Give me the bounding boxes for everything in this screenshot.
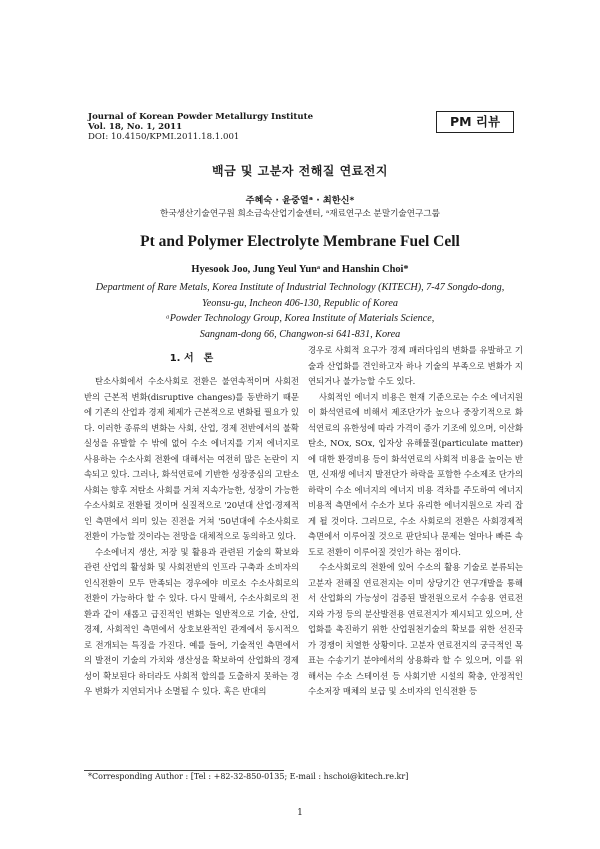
affiliation-line: Yeonsu-gu, Incheon 406-130, Republic of Korea [202,297,398,309]
body-column-left [84,374,299,700]
affiliation-english [0,280,600,342]
paragraph: 탄소사회에서 수소사회로 전환은 불연속적이며 사회전반의 근본적 변화(disruptive changes)를 동반하기 때문에 기존의 산업과 경제 체제가 근본적으로 변화될 필요가 있다. 이러한 종류의 변화는 사회, 산업, 경제 전반에서의 불확실성을 유발할 수 밖에 없어 수소 에너지를 기저 에너지로 사용하는 수소사회 전환에 대해서는 여전히 많은 논란이 지속되고 있다. 그러나, 화석연료에 기반한 성장중심의 고탄소 사회는 향후 저탄소 사회를 거쳐 지속가능한, 성장이 가능한 수소사회로 전환될 것이며 실질적으로 '20년대 산업·경제적인 측면에서 의미 있는 진전을 거쳐 '50년대에 수소사회로 전환이 가능할 것이라는 전망을 대체적으로 동의하고 있다. [84,376,299,541]
footnote-rule [84,770,284,771]
affiliation-line: Department of Rare Metals, Korea Institute of Industrial Technology (KITECH), 7-47 Songdo-dong, [95,282,505,293]
title-korean: 백금 및 고분자 전해질 연료전지 [212,164,388,178]
body-column-right [308,343,523,700]
title-english: Pt and Polymer Electrolyte Membrane Fuel Cell [140,233,460,250]
section-heading: 1. 서 론 [169,353,214,364]
journal-volume: Vol. 18, No. 1, 2011 [88,121,183,132]
paragraph: 경우로 사회적 요구가 경제 패러다임의 변화를 유발하고 기술과 산업화를 견인하고자 하나 기술의 부족으로 변화가 지연되거나 불가능할 수도 있다. [308,345,523,386]
review-badge: PM 리뷰 [436,111,514,133]
journal-header [88,113,313,142]
authors-english: Hyesook Joo, Jung Yeul Yunᵃ and Hanshin Choi* [191,264,409,275]
page-number: 1 [297,808,303,818]
journal-title: Journal of Korean Powder Metallurgy Institute [88,112,314,122]
corresponding-author-footnote: *Corresponding Author : [Tel : +82-32-850-0135; E-mail : hschoi@kitech.re.kr] [88,772,409,781]
affiliation-line: ᵃPowder Technology Group, Korea Institute of Materials Science, [165,313,435,324]
affiliation-line: Sangnam-dong 66, Changwon-si 641-831, Korea [199,328,401,340]
paragraph: 수소사회로의 전환에 있어 수소의 활용 기술로 분류되는 고분자 전해질 연료전지는 이미 상당기간 연구개발을 통해서 산업화의 가능성이 검증된 발전원으로서 수송용 연료전지와 가정 등의 분산발전용 연료전지가 제시되고 있으며, 산업화를 촉진하기 위한 산업원천기술의 확보를 위한 선진국가 경쟁이 치열한 상황이다. 고분자 연료전지의 궁극적인 목표는 수송기기 분야에서의 상용화라 할 수 있으며, 이를 위해서는 수소 스테이션 등 사회기반 시설의 확충, 안정적인 수소저장 매체의 보급 및 소비자의 인식전환 등 [308,562,523,696]
affiliation-korean: 한국생산기술연구원 희소금속산업기술센터, ᵃ재료연구소 분말기술연구그룹 [160,209,440,219]
doi: DOI: 10.4150/KPMI.2011.18.1.001 [88,131,240,142]
paragraph: 사회적인 에너지 비용은 현재 기준으로는 수소 에너지원이 화석연료에 비해서 제조단가가 높으나 중장기적으로 화석연료의 유한성에 따라 가격이 증가 기조에 있으며, 이산화탄소, NOx, SOx, 입자상 유해물질(particulate matter)에 대한 환경비용 등이 화석연료의 사회적 비용을 높이는 반면, 신재생 에너지 발전단가 하락을 포함한 수소제조 단가의 하락이 수소 에너지의 에너지 비용 격차를 주도하여 에너지 비용적 측면에서 수소가 보다 유리한 에너지원으로 자리 잡게 될 것이다. 그러므로, 수소 사회로의 전환은 사회경제적 측면에서 이루어질 것으로 판단되나 문제는 얼마나 빠른 속도로 전환이 이루어질 것인가 하는 점이다. [308,391,523,557]
paragraph: 수소에너지 생산, 저장 및 활용과 관련된 기술의 확보와 관련 산업의 활성화 및 사회전반의 인프라 구축과 소비자의 인식전환이 모두 만족되는 경우에야 비로소 수소사회로의 전환이 가능하다 할 수 있다. 다시 말해서, 수소사회로의 전환과 같이 새롭고 급진적인 변화는 일반적으로 기술, 산업, 경제, 사회적인 측면에서 상호보완적인 관계에서 동시적으로 전개되는 특징을 가진다. 예를 들어, 기술적인 측면에서의 발전이 기술의 가치와 생산성을 확보하여 산업화의 경제성이 확보된다 하더라도 사회적 합의를 도출하지 못하는 경우 변화가 지연되거나 소멸될 수 있다. 혹은 반대의 [84,546,299,696]
authors-korean: 주혜숙 · 윤중열ᵃ · 최한신* [245,195,355,206]
